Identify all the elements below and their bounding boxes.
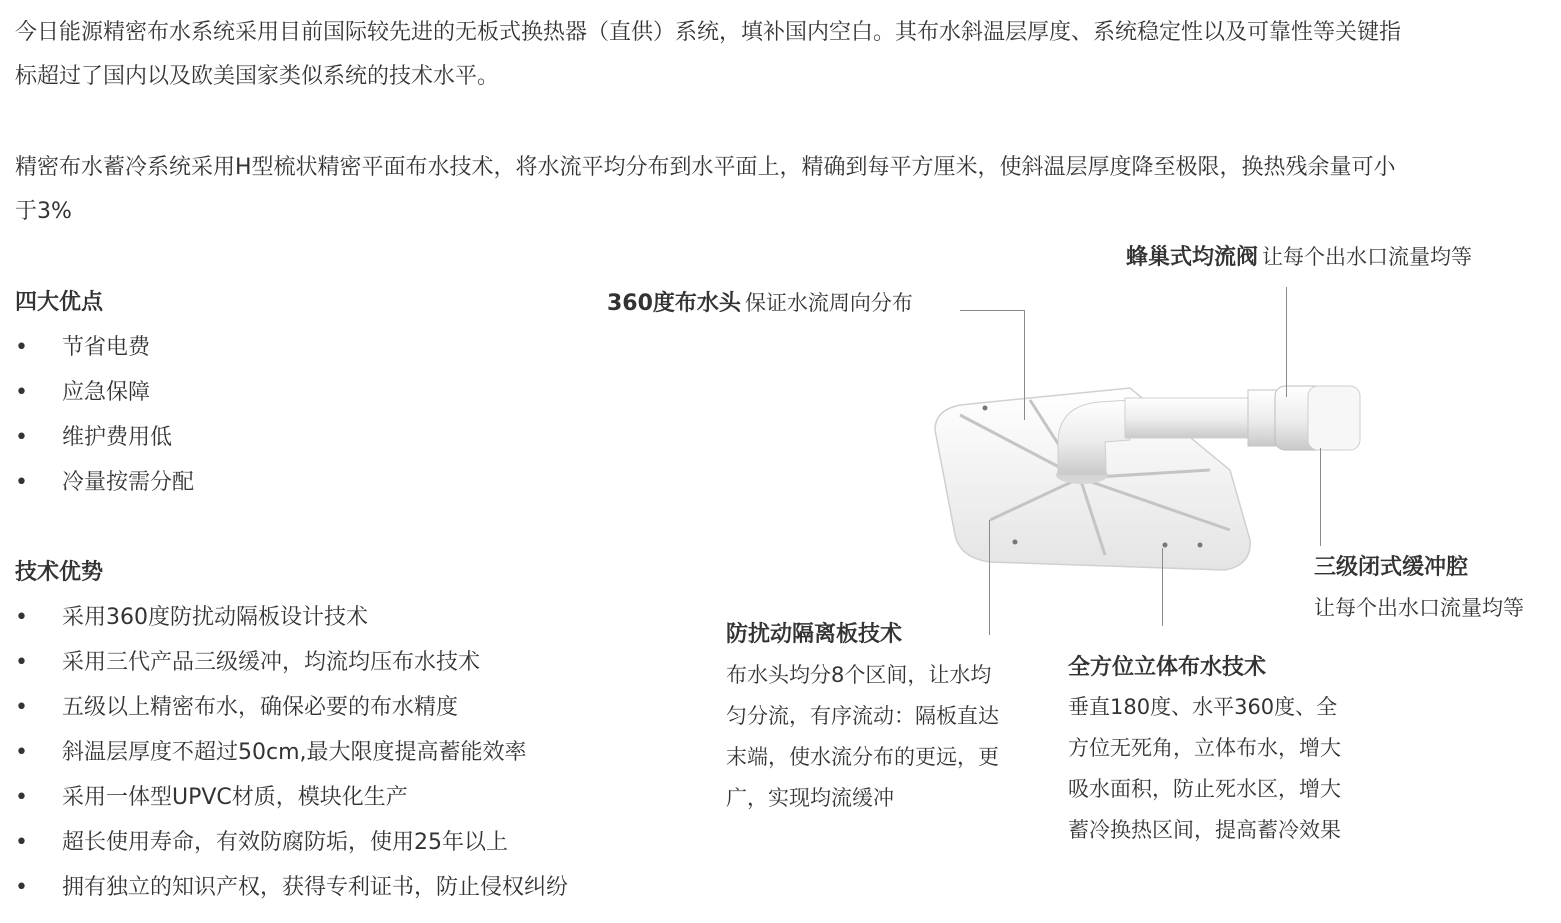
advantages-list <box>15 325 194 505</box>
water-distributor-illustration <box>930 370 1370 590</box>
intro-paragraph-2: 精密布水蓄冷系统采用H型梳状精密平面布水技术，将水流平均分布到水平面上，精确到每平方厘米，使斜温层厚度降至极限，换热残余量可小于3% <box>15 155 1396 224</box>
list-item: • 冷量按需分配 <box>15 460 194 505</box>
list-item: • 拥有独立的知识产权，获得专利证书，防止侵权纠纷 <box>15 865 568 910</box>
leader-line-baffle <box>989 520 990 635</box>
callout-360-head: 360度布水头 保证水流周向分布 <box>607 291 913 316</box>
list-item: • 应急保障 <box>15 370 194 415</box>
bullet-icon: • <box>15 650 28 675</box>
leader-line-buffer <box>1320 448 1321 546</box>
advantages-title: 四大优点 <box>15 290 104 315</box>
bullet-icon: • <box>15 740 28 765</box>
bullet-icon: • <box>15 335 28 360</box>
callout-buffer-title: 三级闭式缓冲腔 <box>1314 555 1469 580</box>
leader-line-honeycomb <box>1286 287 1287 397</box>
callout-buffer-desc: 让每个出水口流量均等 <box>1314 596 1524 620</box>
list-item: • 采用一体型UPVC材质，模块化生产 <box>15 775 568 820</box>
bullet-icon: • <box>15 785 28 810</box>
tech-title: 技术优势 <box>15 560 104 585</box>
list-item: • 超长使用寿命，有效防腐防垢，使用25年以上 <box>15 820 568 865</box>
intro-paragraph-1: 今日能源精密布水系统采用目前国际较先进的无板式换热器（直供）系统，填补国内空白。其布水斜温层厚度、系统稳定性以及可靠性等关键指标超过了国内以及欧美国家类似系统的技术水平。 <box>15 20 1402 89</box>
callout-omni-title: 全方位立体布水技术 <box>1068 655 1267 680</box>
bullet-icon: • <box>15 380 28 405</box>
bullet-icon: • <box>15 605 28 630</box>
leader-line-omni <box>1162 548 1163 626</box>
tech-list <box>15 595 568 910</box>
list-item: • 采用360度防扰动隔板设计技术 <box>15 595 568 640</box>
list-item: • 采用三代产品三级缓冲，均流均压布水技术 <box>15 640 568 685</box>
list-item: • 维护费用低 <box>15 415 194 460</box>
list-item: • 五级以上精密布水，确保必要的布水精度 <box>15 685 568 730</box>
bullet-icon: • <box>15 695 28 720</box>
list-item: • 节省电费 <box>15 325 194 370</box>
bullet-icon: • <box>15 875 28 900</box>
bullet-icon: • <box>15 425 28 450</box>
callout-baffle-desc: 布水头均分8个区间，让水均 匀分流，有序流动：隔板直达 末端，使水流分布的更远，更 广，实现均流缓冲 <box>726 663 999 810</box>
bullet-icon: • <box>15 830 28 855</box>
list-item: • 斜温层厚度不超过50cm,最大限度提高蓄能效率 <box>15 730 568 775</box>
bullet-icon: • <box>15 470 28 495</box>
callout-baffle-title: 防扰动隔离板技术 <box>726 622 903 647</box>
callout-honeycomb-valve: 蜂巢式均流阀 让每个出水口流量均等 <box>1126 245 1473 270</box>
leader-line-360-head-h <box>960 310 1024 311</box>
callout-omni-desc: 垂直180度、水平360度、全 方位无死角，立体布水，增大 吸水面积，防止死水区，增大 蓄冷换热区间，提高蓄冷效果 <box>1068 695 1341 842</box>
leader-line-360-head-v <box>1024 310 1025 420</box>
